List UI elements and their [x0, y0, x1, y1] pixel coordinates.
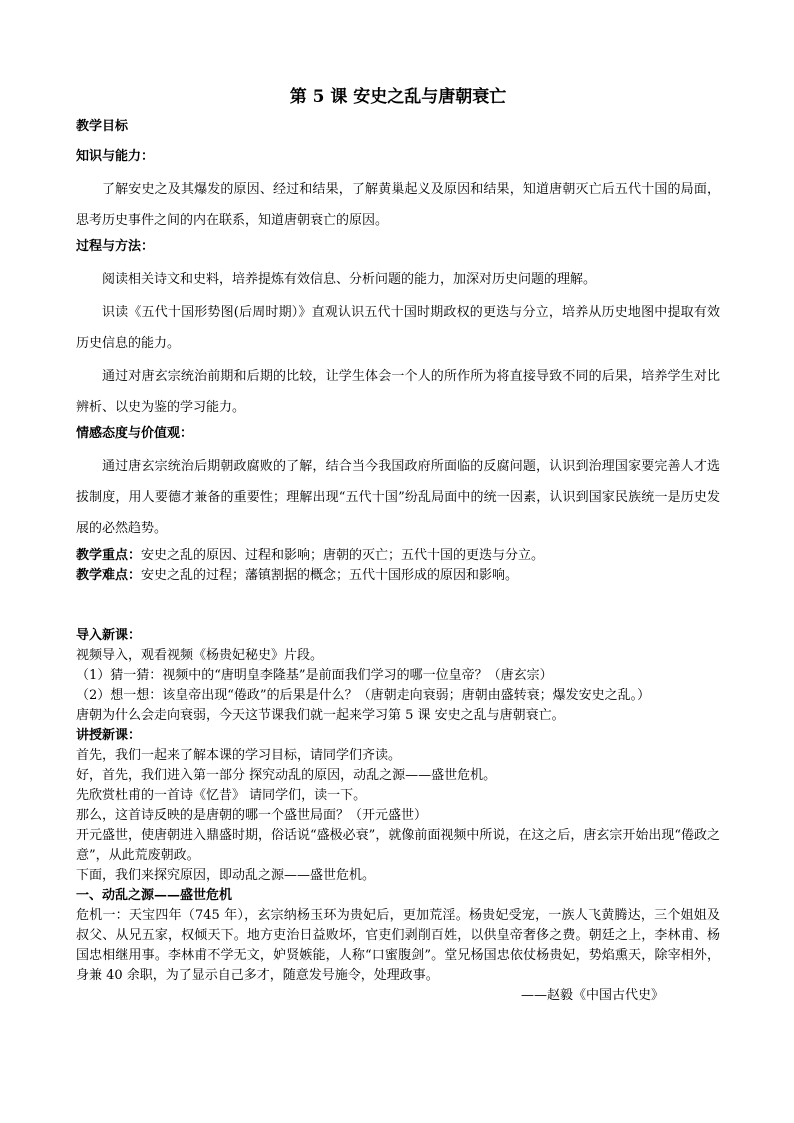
objectives-heading: 教学目标	[76, 119, 129, 134]
intro-line-2: （1）猜一猜：视频中的“唐明皇李隆基”是前面我们学习的哪一位皇帝？（唐玄宗）	[76, 668, 553, 683]
difficult-points	[76, 566, 720, 586]
intro-heading: 导入新课：	[76, 628, 142, 643]
emotion-heading: 情感态度与价值观：	[76, 426, 194, 441]
lecture-line-2: 好，首先，我们进入第一部分 探究动乱的原因，动乱之源——盛世危机。	[76, 768, 497, 783]
intro-line-3: （2）想一想：该皇帝出现“倦政”的后果是什么？（唐朝走向衰弱；唐朝由盛转衰；爆发安史之乱。）	[76, 688, 651, 703]
knowledge-paragraph: 了解安史之及其爆发的原因、经过和结果，了解黄巢起义及原因和结果，知道唐朝灭亡后五代十国的局面，思考历史事件之间的内在联系，知道唐朝衰亡的原因。	[76, 182, 720, 228]
lecture-line-4: 那么，这首诗反映的是唐朝的哪一个盛世局面？（开元盛世）	[76, 808, 428, 823]
section-1-source: ——赵毅《中国古代史》	[520, 988, 664, 1003]
difficult-points-label: 教学难点：	[76, 568, 142, 583]
intro-line-1: 视频导入，观看视频《杨贵妃秘史》片段。	[76, 648, 324, 663]
process-paragraph-2: 识读《五代十国形势图(后周时期）》直观认识五代十国时期政权的更迭与分立，培养从历史地图中提取有效历史信息的能力。	[76, 305, 720, 351]
difficult-points-text: 安史之乱的过程；藩镇割据的概念；五代十国形成的原因和影响。	[141, 568, 519, 583]
knowledge-heading: 知识与能力：	[76, 149, 155, 164]
emotion-paragraph: 通过唐玄宗统治后期朝政腐败的了解，结合当今我国政府所面临的反腐问题，认识到治理国家要完善人才选拔制度，用人要德才兼备的重要性；理解出现“五代十国”纷乱局面中的统一因素，认识到国家民族统一是历史发展的必然趋势。	[76, 459, 720, 536]
section-1-paragraph: 危机一：天宝四年（745 年），玄宗纳杨玉环为贵妃后，更加荒淫。杨贵妃受宠，一族人飞黄腾达，三个姐姐及叔父、从兄五家，权倾天下。地方吏治日益败坏，官吏们剥削百姓，以供皇帝奢侈之费。朝廷之上，李林甫、杨国忠相继用事。李林甫不学无文，妒贤嫉能，人称“口蜜腹剑”。堂兄杨国忠依仗杨贵妃，势焰熏天，除宰相外，身兼 40 余职，为了显示自己多才，随意发号施令，处理政事。	[76, 908, 720, 983]
key-points-label: 教学重点：	[76, 548, 142, 563]
process-heading: 过程与方法：	[76, 239, 155, 254]
lecture-line-1: 首先，我们一起来了解本课的学习目标，请同学们齐读。	[76, 748, 402, 763]
key-points	[76, 546, 720, 566]
intro-line-4: 唐朝为什么会走向衰弱，今天这节课我们就一起来学习第 5 课 安史之乱与唐朝衰亡。	[76, 708, 565, 723]
lecture-line-3: 先欣赏杜甫的一首诗《忆昔》 请同学们，读一下。	[76, 788, 367, 803]
document-page	[76, 86, 720, 1006]
key-points-text: 安史之乱的原因、过程和影响；唐朝的灭亡；五代十国的更迭与分立。	[141, 548, 545, 563]
lesson-title: 第 5 课 安史之乱与唐朝衰亡	[289, 87, 507, 107]
lecture-heading: 讲授新课：	[76, 728, 142, 743]
blank-space	[76, 586, 720, 626]
lecture-line-6: 下面，我们来探究原因，即动乱之源——盛世危机。	[76, 868, 376, 883]
section-1-heading: 一、动乱之源——盛世危机	[76, 888, 233, 903]
process-paragraph-1: 阅读相关诗文和史料，培养提炼有效信息、分析问题的能力，加深对历史问题的理解。	[102, 272, 597, 287]
process-paragraph-3: 通过对唐玄宗统治前期和后期的比较，让学生体会一个人的所作所为将直接导致不同的后果，培养学生对比辨析、以史为鉴的学习能力。	[76, 369, 720, 415]
lecture-line-5: 开元盛世，使唐朝进入鼎盛时期，俗话说“盛极必衰”，就像前面视频中所说，在这之后，唐玄宗开始出现“倦政之意”，从此荒废朝政。	[76, 828, 720, 863]
